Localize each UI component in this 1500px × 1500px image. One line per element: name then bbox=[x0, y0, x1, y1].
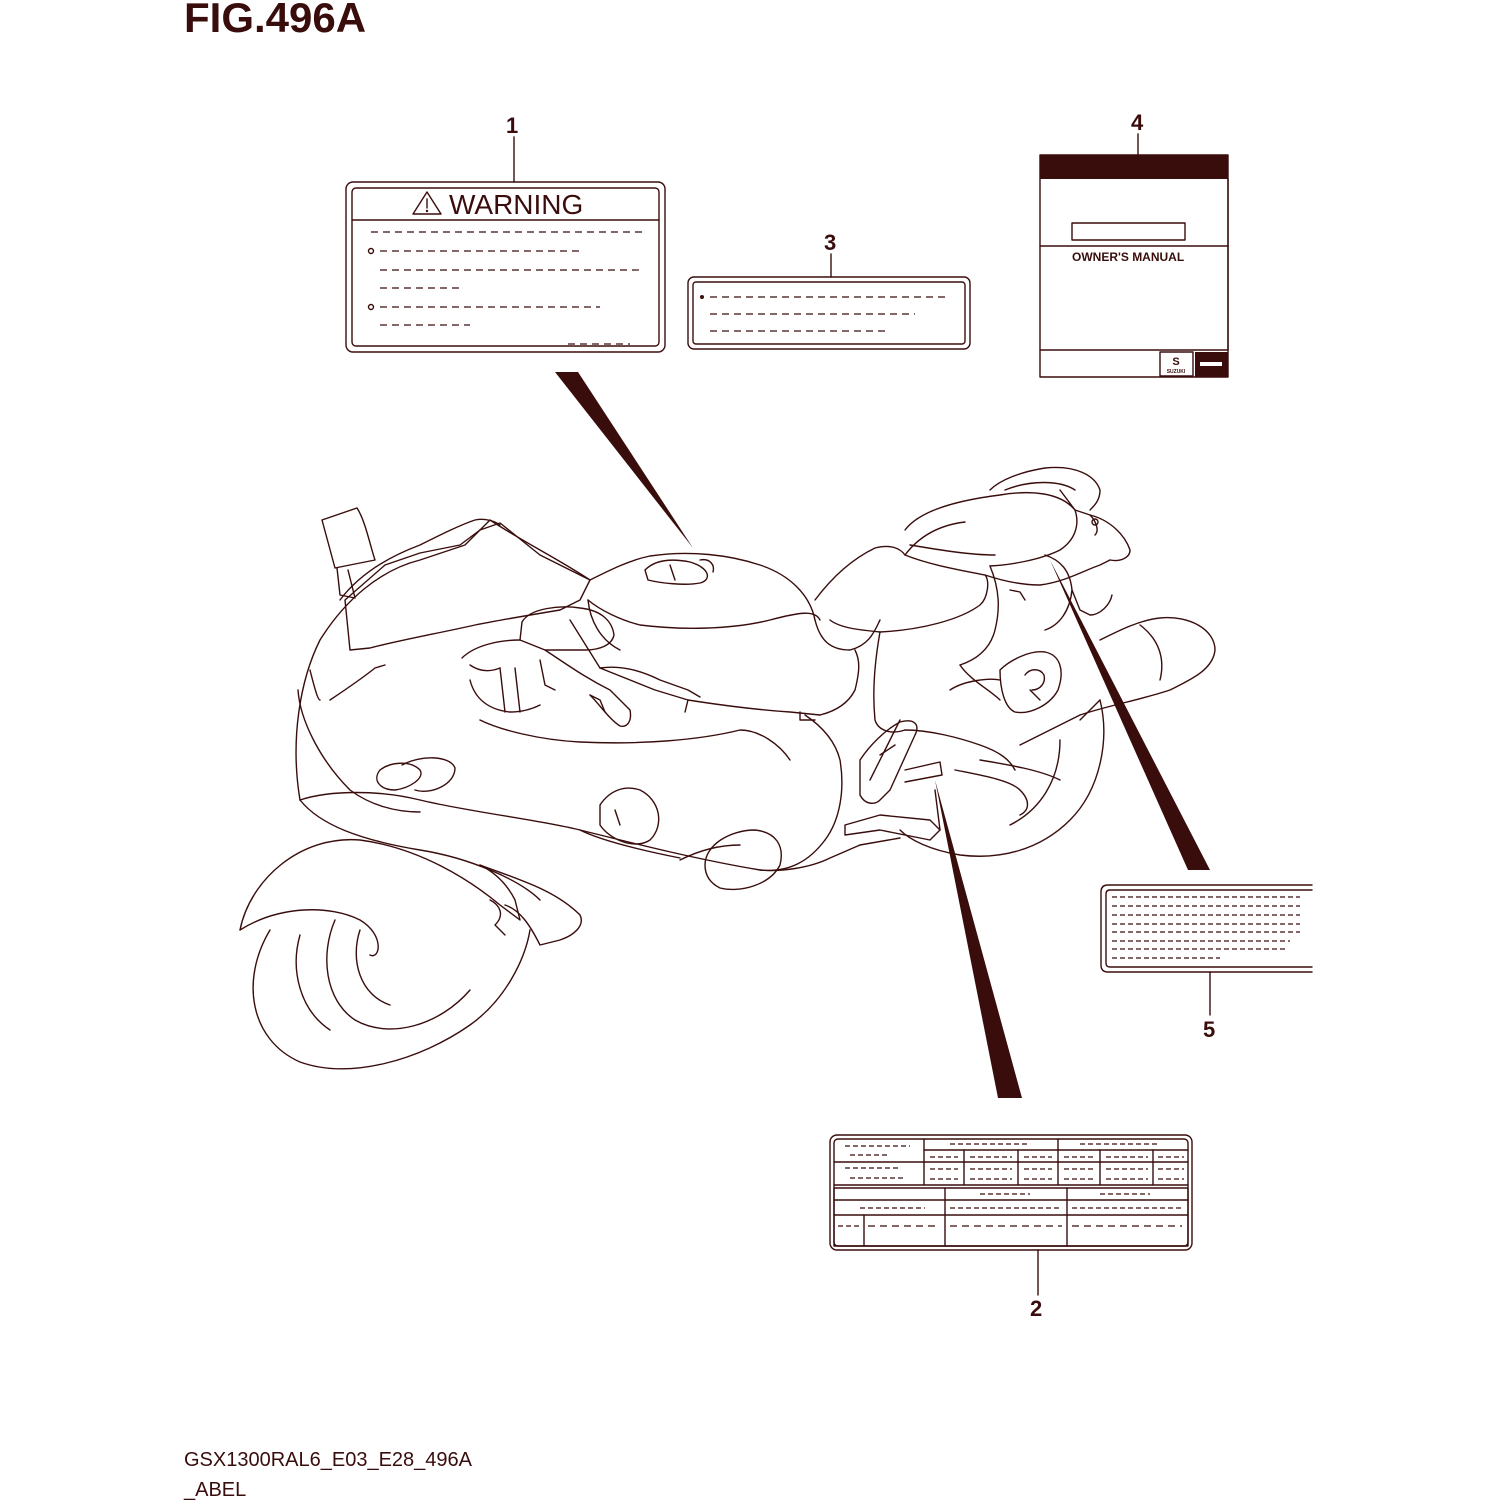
callout-2: 2 bbox=[1030, 1296, 1043, 1321]
info-label-5[interactable] bbox=[1101, 885, 1312, 972]
section-name: _ABEL bbox=[184, 1479, 247, 1500]
callout-5: 5 bbox=[1203, 1017, 1216, 1042]
motorcycle-illustration bbox=[240, 467, 1215, 1068]
svg-text:S: S bbox=[1172, 356, 1180, 368]
suzuki-logo-icon bbox=[1160, 352, 1193, 376]
suzuki-brand-text: SUZUKI bbox=[1166, 369, 1186, 375]
pointer-5 bbox=[1050, 560, 1210, 870]
warning-heading: WARNING bbox=[449, 189, 584, 220]
callout-4: 4 bbox=[1131, 110, 1144, 135]
model-code: GSX1300RAL6_E03_E28_496A bbox=[184, 1449, 473, 1471]
callout-1: 1 bbox=[506, 113, 519, 138]
owners-manual[interactable] bbox=[1040, 155, 1228, 377]
warning-triangle-icon bbox=[413, 192, 441, 214]
pointer-2 bbox=[935, 780, 1022, 1098]
figure-title: FIG.496A bbox=[184, 0, 367, 41]
info-label-3[interactable] bbox=[688, 277, 970, 349]
callout-3: 3 bbox=[824, 230, 837, 255]
owners-manual-title: OWNER'S MANUAL bbox=[1072, 250, 1185, 264]
warning-label[interactable] bbox=[346, 182, 665, 352]
tire-info-label-2[interactable] bbox=[830, 1135, 1192, 1250]
pointer-1 bbox=[555, 372, 693, 548]
